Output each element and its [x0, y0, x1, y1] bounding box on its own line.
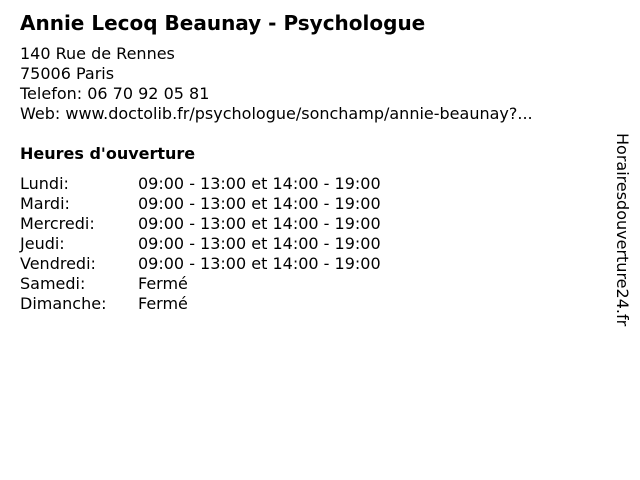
day-label: Dimanche: [20, 294, 107, 313]
hours-row [20, 234, 381, 254]
hours-row [20, 254, 381, 274]
day-label: Vendredi: [20, 254, 96, 273]
phone-number: Telefon: 06 70 92 05 81 [20, 84, 210, 103]
business-name: Annie Lecoq Beaunay - Psychologue [20, 11, 426, 35]
hours-row [20, 174, 381, 194]
hours-row [20, 294, 381, 314]
day-label: Lundi: [20, 174, 69, 193]
day-label: Mercredi: [20, 214, 95, 233]
day-hours: 09:00 - 13:00 et 14:00 - 19:00 [138, 254, 381, 273]
day-hours: Fermé [138, 274, 188, 293]
day-hours: 09:00 - 13:00 et 14:00 - 19:00 [138, 214, 381, 233]
day-label: Samedi: [20, 274, 86, 293]
day-hours: 09:00 - 13:00 et 14:00 - 19:00 [138, 174, 381, 193]
day-hours: Fermé [138, 294, 188, 313]
opening-hours-table [20, 174, 381, 314]
hours-row [20, 194, 381, 214]
day-hours: 09:00 - 13:00 et 14:00 - 19:00 [138, 234, 381, 253]
day-label: Mardi: [20, 194, 70, 213]
website-link: Web: www.doctolib.fr/psychologue/sonchamp/annie-beaunay?... [20, 104, 533, 123]
hours-row [20, 214, 381, 234]
opening-hours-title: Heures d'ouverture [20, 144, 196, 163]
day-hours: 09:00 - 13:00 et 14:00 - 19:00 [138, 194, 381, 213]
day-label: Jeudi: [20, 234, 65, 253]
contact-info [20, 44, 533, 124]
street-address: 140 Rue de Rennes [20, 44, 175, 63]
site-watermark: Horairesdouverture24.fr [613, 133, 632, 327]
hours-row [20, 274, 381, 294]
city-address: 75006 Paris [20, 64, 115, 83]
